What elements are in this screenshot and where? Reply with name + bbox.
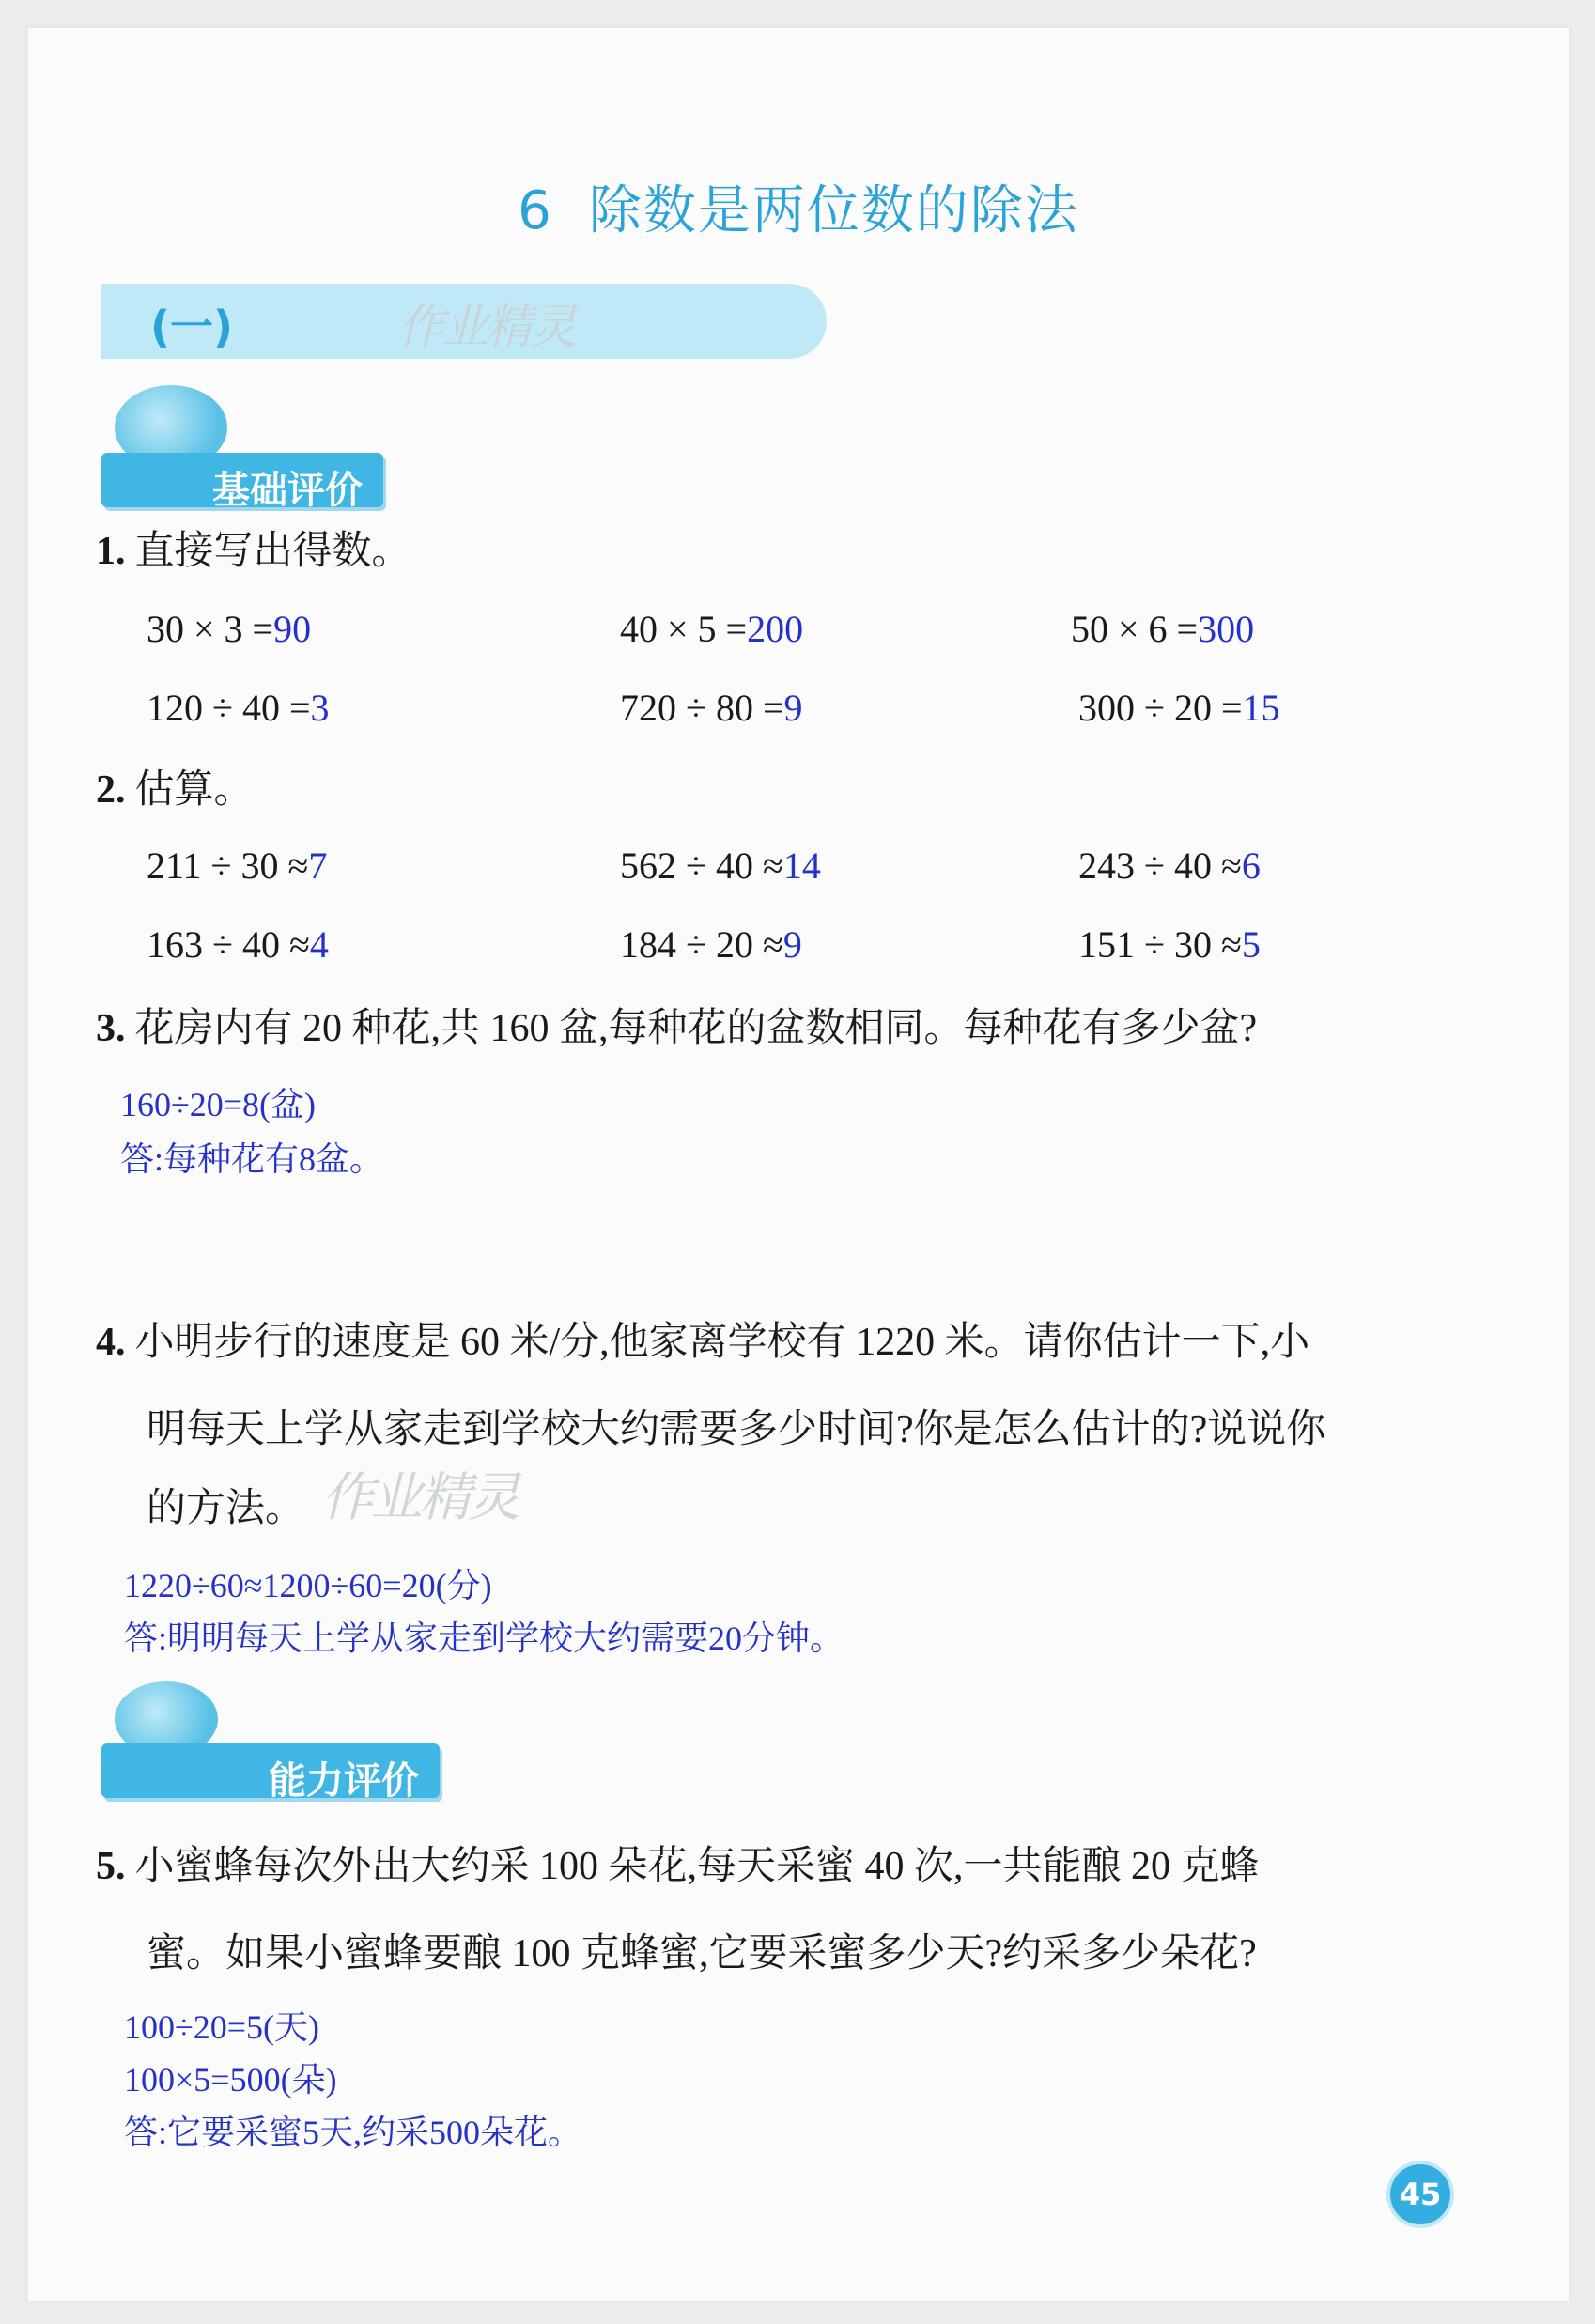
question-text-line: 蜜。如果小蜜蜂要酿 100 克蜂蜜,它要采蜜多少天?约采多少朵花?	[147, 1932, 1257, 1975]
math-item: 211 ÷ 30 ≈7	[147, 844, 328, 887]
math-item: 50 × 6 =300	[1071, 608, 1255, 650]
math-item: 243 ÷ 40 ≈6	[1078, 844, 1261, 887]
answer: 90	[273, 608, 312, 650]
question-text: 直接写出得数。	[134, 530, 411, 573]
workbook-page	[28, 28, 1569, 2301]
question-text-line: 小蜜蜂每次外出大约采 100 朵花,每天采蜜 40 次,一共能酿 20 克蜂	[134, 1845, 1260, 1888]
solution-line: 100÷20=5(天)	[124, 2008, 320, 2046]
section-header-bar	[101, 284, 827, 359]
badge-label: 基础评价	[212, 469, 363, 512]
answer: 300	[1198, 608, 1255, 650]
badge-label: 能力评价	[269, 1759, 419, 1803]
answer: 5	[1241, 923, 1261, 966]
question-4	[96, 1319, 1309, 1366]
basic-evaluation-badge	[101, 453, 383, 512]
math-item: 30 × 3 =90	[147, 608, 312, 650]
answer: 6	[1241, 844, 1261, 887]
ability-evaluation-badge	[101, 1743, 440, 1803]
solution-line: 1220÷60≈1200÷60=20(分)	[124, 1567, 492, 1604]
answer: 200	[747, 608, 804, 650]
math-item: 40 × 5 =200	[620, 608, 804, 650]
question-number: 4.	[96, 1321, 126, 1364]
solution-answer: 答:每种花有8盆。	[120, 1140, 384, 1178]
question-text-line: 小明步行的速度是 60 米/分,他家离学校有 1220 米。请你估计一下,小	[134, 1321, 1310, 1364]
math-item: 163 ÷ 40 ≈4	[147, 923, 329, 966]
answer: 9	[782, 923, 802, 966]
question-number: 5.	[96, 1845, 126, 1888]
math-item: 562 ÷ 40 ≈14	[620, 844, 821, 887]
page-number-badge: 45	[1390, 2164, 1450, 2224]
question-2	[96, 767, 254, 813]
answer: 4	[309, 923, 329, 966]
math-item: 151 ÷ 30 ≈5	[1078, 923, 1261, 966]
math-item: 720 ÷ 80 =9	[620, 687, 803, 729]
chapter-title	[28, 169, 1569, 244]
answer: 7	[308, 844, 328, 887]
answer: 3	[310, 687, 330, 729]
answer: 14	[782, 844, 821, 887]
answer: 15	[1242, 687, 1280, 729]
question-1	[96, 528, 411, 575]
question-number: 3.	[96, 1007, 126, 1050]
question-number: 2.	[96, 768, 126, 812]
question-text-line: 的方法。	[147, 1487, 305, 1530]
question-text: 花房内有 20 种花,共 160 盆,每种花的盆数相同。每种花有多少盆?	[134, 1007, 1258, 1050]
watermark-logo: 作业精灵	[321, 1467, 517, 1528]
question-text-line: 明每天上学从家走到学校大约需要多少时间?你是怎么估计的?说说你	[147, 1408, 1326, 1451]
question-5	[96, 1843, 1260, 1890]
chapter-number: 6	[518, 180, 553, 241]
question-number: 1.	[96, 530, 126, 573]
math-item: 300 ÷ 20 =15	[1078, 687, 1280, 729]
watermark-logo: 作业精灵	[397, 300, 574, 354]
math-item: 120 ÷ 40 =3	[147, 687, 330, 729]
solution-answer: 答:它要采蜜5天,约采500朵花。	[124, 2114, 582, 2151]
answer: 9	[783, 687, 803, 729]
solution-line: 100×5=500(朵)	[124, 2061, 337, 2099]
chapter-title-text: 除数是两位数的除法	[588, 180, 1079, 241]
solution-line: 160÷20=8(盆)	[120, 1086, 317, 1123]
question-3	[96, 1005, 1257, 1052]
section-label: (一)	[150, 302, 234, 352]
question-text: 估算。	[134, 768, 254, 812]
solution-answer: 答:明明每天上学从家走到学校大约需要20分钟。	[124, 1619, 844, 1657]
math-item: 184 ÷ 20 ≈9	[620, 923, 802, 966]
